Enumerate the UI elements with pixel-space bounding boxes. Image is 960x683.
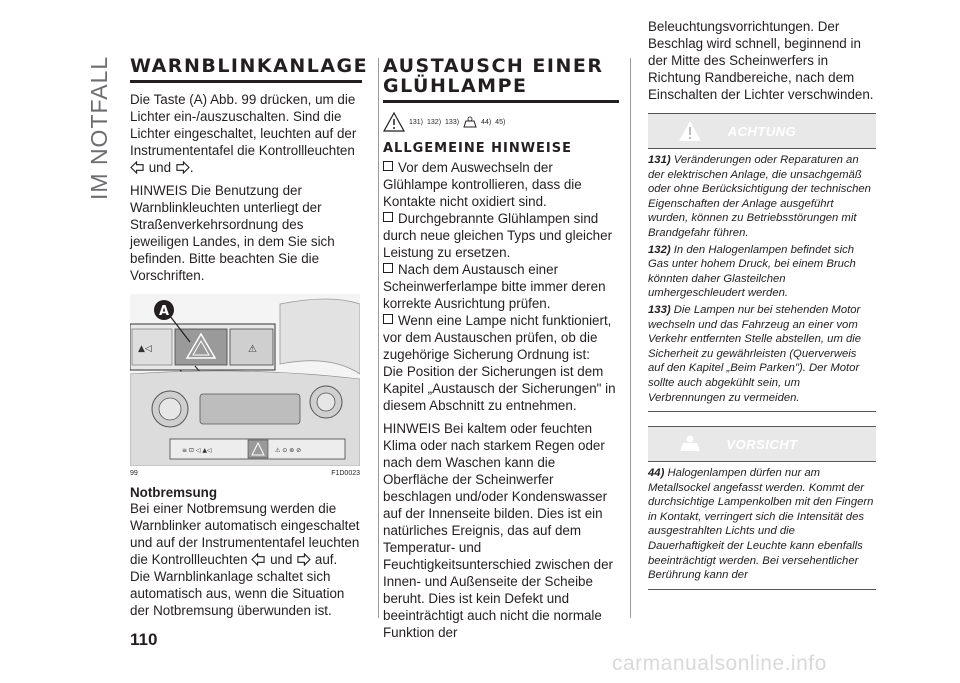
period-text: . bbox=[189, 160, 194, 175]
vorsicht-body bbox=[648, 462, 876, 589]
warning-references bbox=[383, 111, 619, 133]
vorsicht-label: VORSICHT bbox=[726, 437, 798, 453]
turn-signal-left-icon bbox=[251, 553, 266, 566]
bullet-item bbox=[383, 210, 619, 261]
svg-text:⚠ ⊙ ⊛ ⊘: ⚠ ⊙ ⊛ ⊘ bbox=[275, 447, 302, 454]
paragraph-text: Bei einer Notbremsung werden die Warnblinker automatisch eingeschaltet und auf der Instrumententafel leuchten die Kontrollleuchten bbox=[130, 501, 360, 567]
achtung-item bbox=[648, 303, 874, 405]
subheading-notbremsung: Notbremsung bbox=[130, 485, 218, 500]
paragraph-auto-off: Die Warnblinkanlage schaltet sich automatisch aus, wenn die Situation der Notbremsung überwunden ist. bbox=[130, 569, 345, 618]
bullet-square-icon bbox=[383, 263, 393, 273]
bullet-item bbox=[383, 261, 619, 312]
achtung-item bbox=[648, 243, 874, 301]
paragraph-notbremsung bbox=[130, 500, 362, 568]
item-text: Die Lampen nur bei stehenden Motor wechseln und das Fahrzeug an einer vom Verkehr entfernten Stelle abstellen, um die Sicherheit zu gewährleisten (Querverweis auf den Kapitel „Beim Parken"). Der Motor sollte auch abgekühlt sein, um Verbrennungen zu vermeiden. bbox=[648, 303, 862, 404]
bullet-text: Nach dem Austausch einer Scheinwerferlampe bitte immer deren korrekte Ausrichtung prüfen. bbox=[383, 262, 606, 311]
column-divider-1 bbox=[378, 58, 379, 618]
column-divider-2 bbox=[630, 58, 631, 618]
paragraph-text: Die Taste (A) Abb. 99 drücken, um die Lichter ein-/auszuschalten. Sind die Lichter eingeschaltet, leuchten auf der Instrumententafel die Kontrollleuchten bbox=[130, 92, 357, 158]
bullet-square-icon bbox=[383, 314, 393, 324]
callout-a-label: A bbox=[159, 304, 170, 319]
vorsicht-item bbox=[648, 466, 874, 583]
watermark: carmanualsonline.info bbox=[612, 652, 827, 675]
achtung-label: ACHTUNG bbox=[727, 124, 797, 139]
figure-number: 99 bbox=[130, 470, 138, 477]
item-text: Halogenlampen dürfen nur am Metallsockel angefasst werden. Kommt der durchsichtige Lampenkolben mit den Fingern in Kontakt, verringert sich die Intensität des ausgestrahlten Lichts und die Dauerhaftigkeit der Leuchte kann ebenfalls beeinträchtigt werden. Bei versehentlicher Berührung kann der bbox=[648, 467, 874, 582]
svg-text:≡ ⊡ ◁ ▲◁: ≡ ⊡ ◁ ▲◁ bbox=[182, 447, 212, 454]
achtung-header bbox=[648, 114, 876, 149]
turn-signal-right-icon bbox=[296, 553, 311, 566]
ref-44: 44) bbox=[481, 118, 492, 126]
note-paragraph-kondenswasser: HINWEIS Bei kaltem oder feuchten Klima oder nach starkem Regen oder nach dem Waschen kann die Oberfläche der Scheinwerfer beschlagen und/oder Kondenswasser auf der Innenseite bilden. Dies ist ein natürliches Ereignis, das auf dem Temperatur- und Feuchtigkeitsunterschied zwischen der Innen- und Außenseite der Scheibe beruht. Dies ist kein Defekt und beeinträchtigt auch nicht die normale Funktion der bbox=[383, 421, 613, 640]
section-heading-warnblinkanlage: WARNBLINKANLAGE bbox=[130, 55, 369, 77]
paragraph-continued: Beleuchtungsvorrichtungen. Der Beschlag wird schnell, beginnend in der Mitte des Scheinwerfers in Richtung Randbereiche, nach dem Einschalten der Lichter verschwinden. bbox=[648, 19, 874, 102]
dashboard-illustration bbox=[130, 294, 360, 466]
bullet-item bbox=[383, 312, 619, 363]
svg-text:⚠: ⚠ bbox=[248, 344, 257, 355]
figure-caption bbox=[130, 470, 360, 477]
achtung-item bbox=[648, 153, 874, 241]
ref-45: 45) bbox=[495, 118, 506, 126]
ref-132: 132) bbox=[427, 118, 442, 126]
column-2 bbox=[383, 56, 619, 647]
page-number: 110 bbox=[130, 630, 158, 649]
paragraph-sicherungen: Die Position der Sicherungen ist dem Kapitel „Austausch der Sicherungen" in diesem Abschnitt zu entnehmen. bbox=[383, 364, 616, 413]
turn-signal-left-icon bbox=[130, 161, 145, 174]
subheading-allgemeine-hinweise: ALLGEMEINE HINWEISE bbox=[383, 141, 573, 156]
svg-text:▲◁: ▲◁ bbox=[138, 344, 152, 354]
figure-hazard-switch bbox=[130, 294, 360, 466]
chapter-title: IM NOTFALL bbox=[86, 55, 112, 200]
caution-car-icon bbox=[463, 116, 477, 128]
bullet-item bbox=[383, 159, 619, 210]
auf-text: auf. bbox=[314, 552, 338, 567]
vorsicht-header bbox=[648, 427, 876, 462]
item-number: 131) bbox=[648, 154, 671, 166]
section-heading-austausch: AUSTAUSCH EINER GLÜHLAMPE bbox=[383, 55, 604, 97]
und-text: und bbox=[270, 552, 293, 567]
bullet-text: Vor dem Auswechseln der Glühlampe kontrollieren, dass die Kontakte nicht oxidiert sind. bbox=[383, 160, 582, 209]
item-number: 44) bbox=[648, 467, 665, 480]
ref-131: 131) bbox=[409, 118, 424, 126]
warning-triangle-icon bbox=[383, 111, 405, 133]
note-paragraph: HINWEIS Die Benutzung der Warnblinkleuchten unterliegt der Straßenverkehrsordnung des jeweiligen Landes, in dem Sie sich befinden. Bitte beachten Sie die Vorschriften. bbox=[130, 183, 335, 283]
figure-code: F1D0023 bbox=[331, 470, 360, 477]
column-3 bbox=[648, 18, 876, 600]
item-number: 133) bbox=[648, 303, 671, 316]
paragraph bbox=[130, 91, 362, 176]
bullet-text: Wenn eine Lampe nicht funktioniert, vor dem Austauschen prüfen, ob die zugehörige Sicherung Ordnung ist: bbox=[383, 313, 612, 362]
bullet-square-icon bbox=[383, 212, 393, 222]
vorsicht-box bbox=[648, 426, 876, 590]
item-text: Veränderungen oder Reparaturen an der elektrischen Anlage, die unsachgemäß oder ohne Berücksichtigung der technischen Eigenschaften der Anlage ausgeführt wurden, können zu Betriebsstörungen mit Brandgefahr führen. bbox=[648, 154, 871, 239]
heading-rule bbox=[383, 100, 619, 103]
heading-rule bbox=[130, 80, 362, 83]
turn-signal-right-icon bbox=[175, 161, 190, 174]
achtung-body bbox=[648, 149, 876, 411]
column-1 bbox=[130, 55, 369, 625]
item-text: In den Halogenlampen befindet sich Gas unter hohem Druck, bei einem Bruch könnten daher Glasteilchen umhergeschleudert werden. bbox=[648, 243, 856, 300]
bullet-text: Durchgebrannte Glühlampen sind durch neue gleichen Typs und gleicher Leistung zu ersetzen. bbox=[383, 211, 613, 260]
ref-133: 133) bbox=[445, 118, 460, 126]
und-text: und bbox=[148, 160, 172, 175]
item-number: 132) bbox=[648, 243, 671, 256]
achtung-box bbox=[648, 113, 876, 412]
bullet-square-icon bbox=[383, 161, 393, 171]
